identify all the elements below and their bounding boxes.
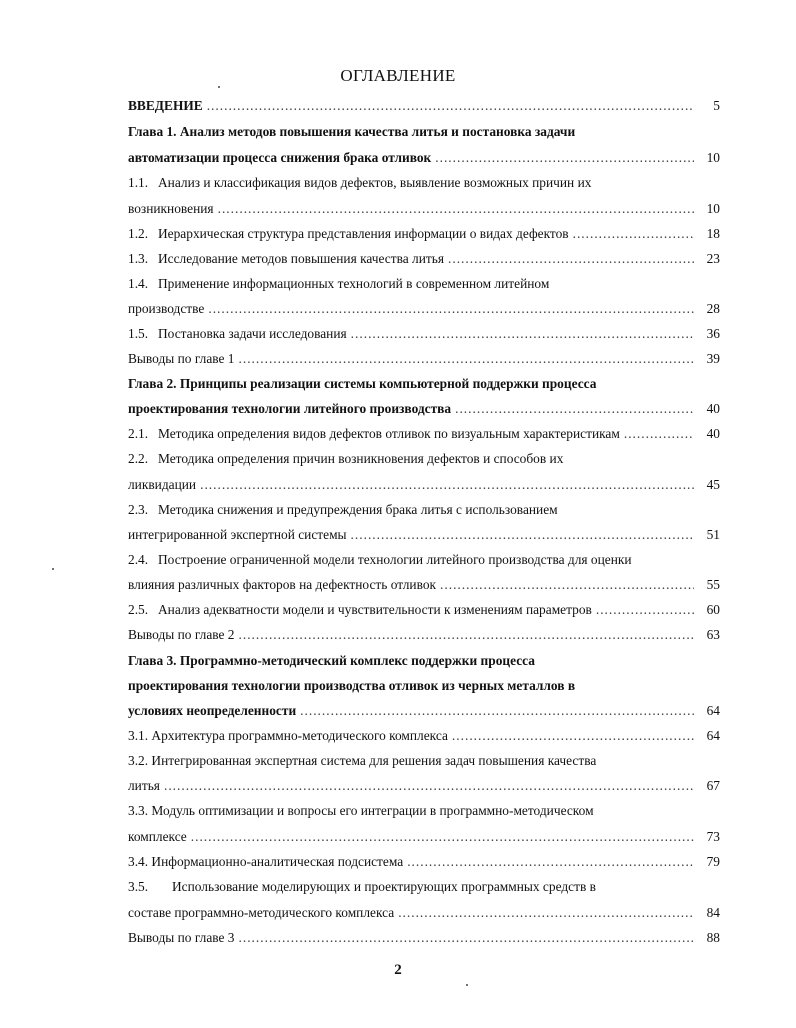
leader-dots [455,399,694,419]
toc-page-number: 28 [706,301,720,316]
toc-section-3-2 [128,751,720,771]
toc-section-2-3 [128,500,720,520]
toc-chapter-2-heading [128,374,720,394]
toc-section-2-1 [128,424,720,444]
toc-conclusions-1 [128,349,720,369]
scan-speck [218,86,220,88]
toc-section-2-4 [128,550,720,570]
toc-section-2-3-cont [128,525,720,545]
toc-entry-text: Исследование методов повышения качества литья [158,251,445,266]
toc-page-number: 45 [706,477,720,492]
toc-section-2-2-cont [128,475,720,495]
toc-section-1-4 [128,274,720,294]
scan-speck [466,984,468,986]
leader-dots [218,199,694,219]
toc-entry-text: 3.3. Модуль оптимизации и вопросы его интеграции в программно-методическом [128,803,594,818]
toc-title: ОГЛАВЛЕНИЕ [340,66,456,85]
toc-entry-text: Применение информационных технологий в современном литейном [158,276,550,291]
leader-dots [239,928,694,948]
toc-entry-text: Анализ адекватности модели и чувствительности к изменениям параметров [158,602,592,617]
toc-page-number: 60 [706,602,720,617]
toc-page-number: 5 [713,98,720,113]
toc-chapter-3-heading-cont [128,676,720,696]
toc-entry-text: составе программно-методического комплекса [128,905,395,920]
toc-section-1-3 [128,249,720,269]
leader-dots [191,827,694,847]
leader-dots [351,525,694,545]
toc-section-1-1-cont [128,199,720,219]
toc-entry-text: Глава 3. Программно-методический комплекс поддержки процесса [128,653,535,668]
toc-page-number: 40 [706,426,720,441]
page-number: 2 [394,962,402,978]
toc-chapter-3-heading-end [128,701,720,721]
toc-section-number: 1.2. [128,226,149,241]
toc-chapter-3-heading [128,651,720,671]
toc-chapter-1-heading-cont [128,148,720,168]
toc-section-number: 1.3. [128,251,149,266]
toc-entry-text: Методика определения причин возникновения дефектов и способов их [158,451,564,466]
toc-entry-text: Постановка задачи исследования [158,326,347,341]
toc-section-number: 2.1. [128,426,149,441]
toc-page-number: 64 [706,703,720,718]
toc-entry-text: литья [128,778,160,793]
scan-speck [52,568,54,570]
leader-dots [351,324,694,344]
toc-section-1-5 [128,324,720,344]
toc-section-number: 1.4. [128,276,149,291]
toc-page-number: 67 [706,778,720,793]
toc-page-number: 10 [706,150,720,165]
toc-entry-text: комплексе [128,829,187,844]
toc-page-number: 55 [706,577,720,592]
toc-entry-text: Использование моделирующих и проектирующих программных средств в [172,879,596,894]
toc-section-number: 2.4. [128,552,149,567]
toc-entry-text: Построение ограниченной модели технологии литейного производства для оценки [158,552,632,567]
toc-page-number: 40 [706,401,720,416]
toc-section-3-4 [128,852,720,872]
toc-entry-text: 3.2. Интегрированная экспертная система для решения задач повышения качества [128,753,597,768]
toc-section-3-5 [128,877,720,897]
toc-chapter-2-heading-cont [128,399,720,419]
toc-section-2-5 [128,600,720,620]
toc-entry-text: условиях неопределенности [128,703,297,718]
toc-entry-text: Выводы по главе 2 [128,627,235,642]
toc-section-number: 3.5. [128,879,149,894]
toc-entry-introduction [128,96,720,116]
toc-page-number: 84 [706,905,720,920]
toc-section-number: 2.5. [128,602,149,617]
toc-entry-text: Глава 2. Принципы реализации системы компьютерной поддержки процесса [128,376,597,391]
toc-entry-text: Методика определения видов дефектов отливок по визуальным характеристикам [158,426,620,441]
toc-section-3-3 [128,801,720,821]
toc-page-number: 23 [706,251,720,266]
leader-dots [398,903,694,923]
toc-entry-text: проектирования технологии литейного производства [128,401,452,416]
toc-section-number: 2.2. [128,451,149,466]
leader-dots [573,224,694,244]
leader-dots [207,96,694,116]
toc-section-3-3-cont [128,827,720,847]
toc-entry-text: автоматизации процесса снижения брака отливок [128,150,432,165]
leader-dots [448,249,694,269]
toc-entry-text: Иерархическая структура представления информации о видах дефектов [158,226,569,241]
toc-section-number: 2.3. [128,502,149,517]
toc-entry-text: производстве [128,301,205,316]
toc-chapter-1-heading [128,122,720,142]
toc-entry-text: Выводы по главе 3 [128,930,235,945]
leader-dots [452,726,694,746]
toc-section-number: 1.1. [128,175,149,190]
leader-dots [200,475,694,495]
toc-entry-text: влияния различных факторов на дефектность отливок [128,577,437,592]
toc-entry-text: проектирования технологии производства отливок из черных металлов в [128,678,576,693]
leader-dots [435,148,694,168]
toc-page-number: 51 [706,527,720,542]
toc-entry-text: Методика снижения и предупреждения брака литья с использованием [158,502,558,517]
toc-entry-text: Глава 1. Анализ методов повышения качества литья и постановка задачи [128,124,576,139]
toc-section-3-5-cont [128,903,720,923]
toc-conclusions-2 [128,625,720,645]
toc-entry-text: интегрированной экспертной системы [128,527,347,542]
toc-section-1-4-cont [128,299,720,319]
leader-dots [239,625,694,645]
leader-dots [440,575,694,595]
toc-page-number: 10 [706,201,720,216]
toc-entry-text: ликвидации [128,477,197,492]
toc-page-number: 39 [706,351,720,366]
toc-page-number: 73 [706,829,720,844]
toc-section-3-1 [128,726,720,746]
toc-section-number: 1.5. [128,326,149,341]
leader-dots [624,424,694,444]
leader-dots [596,600,694,620]
leader-dots [164,776,694,796]
toc-entry-text: Анализ и классификация видов дефектов, выявление возможных причин их [158,175,592,190]
toc-page-number: 79 [706,854,720,869]
toc-entry-text: ВВЕДЕНИЕ [128,98,203,113]
leader-dots [407,852,694,872]
toc-section-3-2-cont [128,776,720,796]
toc-entry-text: 3.1. Архитектура программно-методического комплекса [128,728,448,743]
toc-entry-text: 3.4. Информационно-аналитическая подсистема [128,854,404,869]
toc-entry-text: возникновения [128,201,214,216]
toc-page-number: 63 [706,627,720,642]
toc-page-number: 36 [706,326,720,341]
toc-entry-text: Выводы по главе 1 [128,351,235,366]
toc-page-number: 88 [706,930,720,945]
toc-section-1-2 [128,224,720,244]
toc-page-number: 64 [706,728,720,743]
leader-dots [208,299,694,319]
leader-dots [239,349,694,369]
toc-page-number: 18 [706,226,720,241]
toc-section-2-4-cont [128,575,720,595]
toc-section-1-1 [128,173,720,193]
toc-conclusions-3 [128,928,720,948]
leader-dots [300,701,694,721]
toc-section-2-2 [128,449,720,469]
